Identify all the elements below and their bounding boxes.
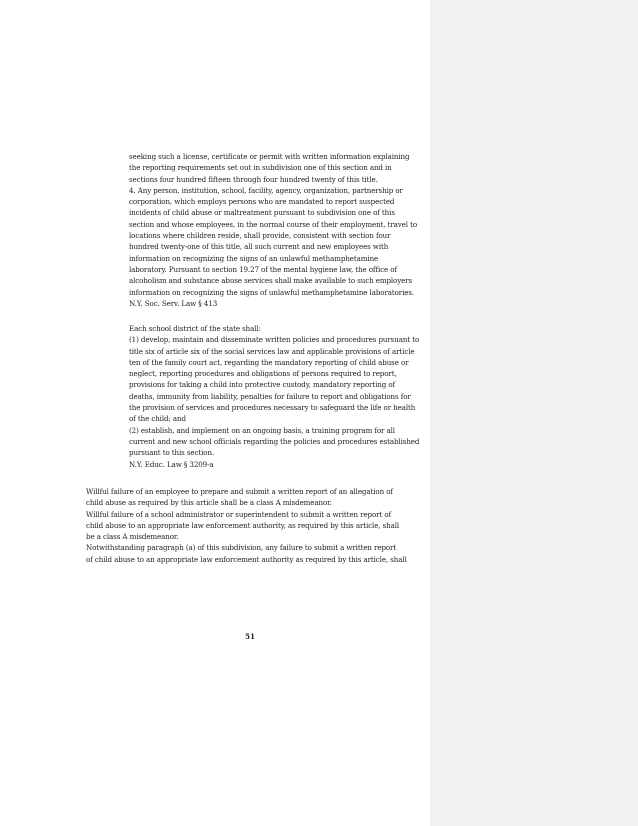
text-line: alcoholism and substance abuse services shall make available to such employers [129, 276, 413, 286]
text-line: neglect, reporting procedures and obligations of persons required to report, [129, 369, 397, 379]
quoted-statute-soc-serv [129, 151, 429, 309]
text-line: the provision of services and procedures necessary to safeguard the life or health [129, 403, 416, 413]
text-line: laboratory. Pursuant to section 19.27 of the mental hygiene law, the office of [129, 264, 397, 274]
text-line: be a class A misdemeanor. [86, 532, 179, 542]
body-paragraphs [86, 486, 429, 565]
text-line: Willful failure of a school administrator or superintendent to submit a written report of [86, 509, 392, 519]
comment-margin-pane [430, 0, 638, 826]
text-line: child abuse as required by this article shall be a class A misdemeanor. [86, 498, 332, 508]
text-line: pursuant to this section. [129, 448, 215, 458]
citation: N.Y. Soc. Serv. Law § 413 [129, 298, 218, 308]
text-line: incidents of child abuse or maltreatment pursuant to subdivision one of this [129, 208, 395, 218]
text-line: information on recognizing the signs of an unlawful methamphetamine [129, 253, 379, 263]
text-line: hundred twenty-one of this title, all such current and new employees with [129, 242, 389, 252]
text-line: provisions for taking a child into protective custody, mandatory reporting of [129, 380, 396, 390]
text-line: of the child; and [129, 414, 186, 424]
text-line: Notwithstanding paragraph (a) of this subdivision, any failure to submit a written report [86, 543, 397, 553]
text-line: Each school district of the state shall: [129, 324, 261, 333]
text-line: information on recognizing the signs of unlawful methamphetamine laboratories. [129, 287, 415, 297]
text-line: Willful failure of an employee to prepare and submit a written report of an allegation of [86, 487, 393, 496]
text-line: locations where children reside, shall provide, consistent with section four [129, 231, 391, 241]
text-line: of child abuse to an appropriate law enforcement authority as required by this article, shall [86, 554, 407, 564]
text-line: seeking such a license, certificate or permit with written information explaining [129, 152, 410, 161]
citation: N.Y. Educ. Law § 3209-a [129, 459, 214, 469]
text-line: the reporting requirements set out in subdivision one of this section and in [129, 163, 392, 173]
text-line: title six of article six of the social services law and applicable provisions of article [129, 346, 415, 356]
text-line: ten of the family court act, regarding the mandatory reporting of child abuse or [129, 357, 409, 367]
page-number: 51 [244, 632, 255, 641]
text-line: (1) develop, maintain and disseminate written policies and procedures pursuant to [129, 335, 420, 345]
text-line: (2) establish, and implement on an ongoing basis, a training program for all [129, 425, 395, 435]
text-line: 4. Any person, institution, school, facility, agency, organization, partnership or [129, 185, 403, 195]
quoted-statute-educ [129, 323, 429, 470]
text-line: deaths, immunity from liability, penalties for failure to report and obligations for [129, 391, 411, 401]
text-line: corporation, which employs persons who are mandated to report suspected [129, 197, 395, 207]
text-line: child abuse to an appropriate law enforcement authority, as required by this article, shall [86, 520, 400, 530]
text-line: section and whose employees, in the normal course of their employment, travel to [129, 219, 418, 229]
text-line: current and new school officials regarding the policies and procedures established [129, 436, 420, 446]
text-line: sections four hundred fifteen through four hundred twenty of this title. [129, 174, 378, 184]
